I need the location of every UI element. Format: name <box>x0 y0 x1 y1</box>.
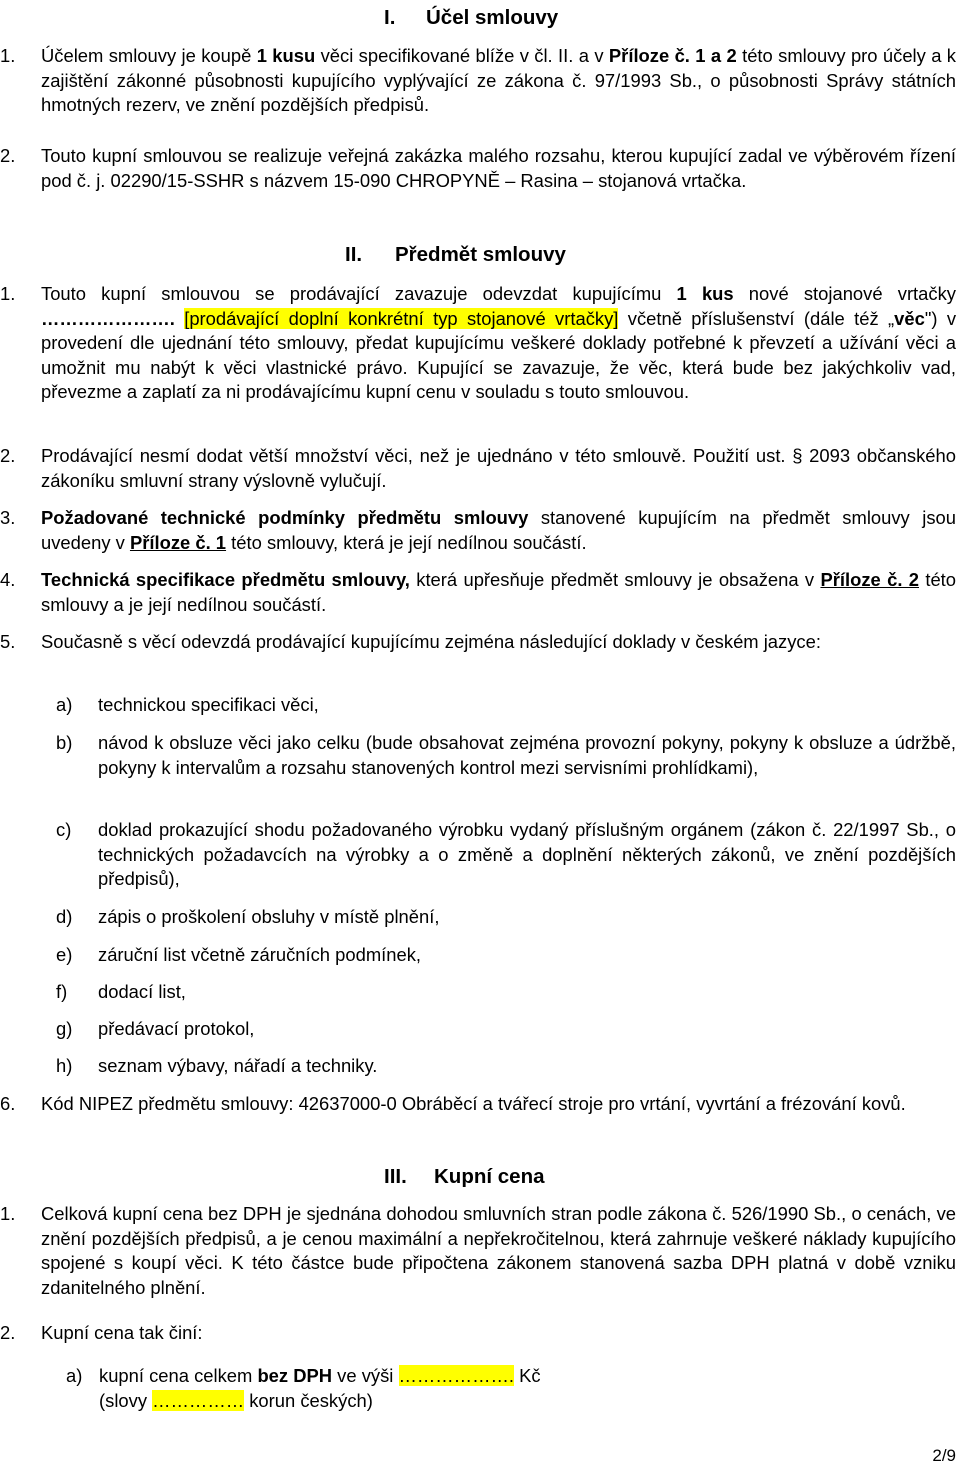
paragraph-text: Prodávající nesmí dodat větší množství věci, než je ujednáno v této smlouvě. Použití ust. § 2093 občanského zákoníku smluvní strany výslovně vylučují. <box>41 445 956 491</box>
paragraph-text: Kód NIPEZ předmětu smlouvy: 42637000-0 Obráběcí a tvářecí stroje pro vrtání, vyvrtání a frézování kovů. <box>41 1093 906 1114</box>
paragraph-2-5 <box>0 630 956 655</box>
section-number: I. <box>384 6 396 29</box>
paragraph-2-6 <box>0 1092 956 1117</box>
page-number: 2/9 <box>932 1446 956 1465</box>
paragraph-number: 3. <box>0 507 16 528</box>
list-item-g: g) předávací protokol, <box>56 1018 255 1039</box>
paragraph-number: 2. <box>0 1322 16 1343</box>
list-item-h: h) seznam výbavy, nářadí a techniky. <box>56 1055 378 1076</box>
section-number: II. <box>345 243 363 266</box>
list-item-e: e) záruční list včetně záručních podmínek, <box>56 944 422 965</box>
section-title: Předmět smlouvy <box>395 243 566 266</box>
list-item-f: f) dodací list, <box>56 981 186 1002</box>
highlighted-placeholder: [prodávající doplní konkrétní typ stojanové vrtačky] <box>184 307 619 329</box>
paragraph-number: 6. <box>0 1093 16 1114</box>
section-title: Kupní cena <box>434 1165 545 1188</box>
paragraph-number: 2. <box>0 445 16 466</box>
paragraph-number: 1. <box>0 45 16 66</box>
paragraph-2-1 <box>0 282 956 405</box>
annex-reference: Příloze č. 2 <box>820 569 919 590</box>
list-item-a: a) technickou specifikaci věci, <box>56 694 319 715</box>
paragraph-number: 4. <box>0 569 16 590</box>
paragraph-text: Současně s věcí odevzdá prodávající kupujícímu zejména následující doklady v českém jazyce: <box>41 631 821 652</box>
paragraph-text: Touto kupní smlouvou se prodávající zavazuje odevzdat kupujícímu 1 kus nové stojanové vrtačky …………………. [prodávající doplní konkrétní typ stojanové vrtačky] včetně příslušenství (dále též „věc") v provedení dle ujednání této smlouvy, předat kupujícímu veškeré doklady potřebné k převzetí a užívání věci a umožnit mu nabýt k věci vlastnické právo. Kupující se zavazuje, že věc, která bude bez jakýchkoliv vad, převezme a zaplatí za ni prodávajícímu kupní cenu v souladu s touto smlouvou. <box>41 283 957 402</box>
paragraph-3-1 <box>0 1202 956 1300</box>
paragraph-text: Kupní cena tak činí: <box>41 1322 203 1343</box>
section-heading-3 <box>384 1164 545 1190</box>
fill-in-dots: …………………. <box>41 307 175 329</box>
paragraph-number: 1. <box>0 1203 16 1224</box>
paragraph-1-2 <box>0 144 956 193</box>
list-item-b: b) návod k obsluze věci jako celku (bude obsahovat zejména provozní pokyny, pokyny k obsluze a údržbě, pokyny k intervalům a rozsahu stanovených kontrol mezi servisními prohlídkami), <box>56 732 956 778</box>
paragraph-text: Technická specifikace předmětu smlouvy, která upřesňuje předmět smlouvy je obsažena v Příloze č. 2 této smlouvy a je její nedílnou součástí. <box>41 569 957 615</box>
paragraph-2-4 <box>0 568 956 617</box>
section-heading-2 <box>345 242 566 268</box>
paragraph-3-2 <box>0 1321 956 1346</box>
list-item-d: d) zápis o proškolení obsluhy v místě plnění, <box>56 906 440 927</box>
price-line: a) kupní cena celkem bez DPH ve výši ………………. Kč (slovy …………… korun českých) <box>66 1365 541 1411</box>
paragraph-number: 5. <box>0 631 16 652</box>
section-heading-1 <box>384 5 558 31</box>
paragraph-text: Celková kupní cena bez DPH je sjednána dohodou smluvních stran podle zákona č. 526/1990 Sb., o cenách, ve znění pozdějších předpisů, a je cenou maximální a nepřekročitelnou, která zahrnuje veškeré náklady kupujícího spojené s koupí věci. K této částce bude připočtena zákonem stanovená sazba DPH platná v době vzniku zdanitelného plnění. <box>41 1203 956 1298</box>
paragraph-2-2 <box>0 444 956 493</box>
paragraph-number: 2. <box>0 145 16 166</box>
price-words-placeholder: …………… <box>152 1389 245 1411</box>
section-title: Účel smlouvy <box>426 6 559 29</box>
annex-reference: Příloze č. 1 <box>129 531 227 553</box>
paragraph-1-1 <box>0 44 956 118</box>
list-item-c: c) doklad prokazující shodu požadovaného výrobku vydaný příslušným orgánem (zákon č. 22/1997 Sb., o technických požadavcích na výrobky a o změně a doplnění některých zákonů, ve znění pozdějších předpisů), <box>56 819 956 889</box>
paragraph-number: 1. <box>0 283 16 304</box>
paragraph-2-3 <box>0 506 956 555</box>
section-number: III. <box>384 1165 407 1188</box>
paragraph-text: Účelem smlouvy je koupě 1 kusu věci specifikované blíže v čl. II. a v Příloze č. 1 a 2 této smlouvy pro účely a k zajištění zákonné působnosti kupujícího vyplývající ze zákona č. 97/1993 Sb., o působnosti Správy státních hmotných rezerv, ve znění pozdějších předpisů. <box>41 45 957 115</box>
paragraph-text: Požadované technické podmínky předmětu smlouvy stanovené kupujícím na předmět smlouvy jsou uvedeny v Příloze č. 1 této smlouvy, která je její nedílnou součástí. <box>41 507 956 553</box>
price-amount-placeholder: ………………. <box>398 1365 514 1386</box>
paragraph-text: Touto kupní smlouvou se realizuje veřejná zakázka malého rozsahu, kterou kupující zadal ve výběrovém řízení pod č. j. 02290/15-SSHR s názvem 15-090 CHROPYNĚ – Rasina – stojanová vrtačka. <box>41 145 956 191</box>
